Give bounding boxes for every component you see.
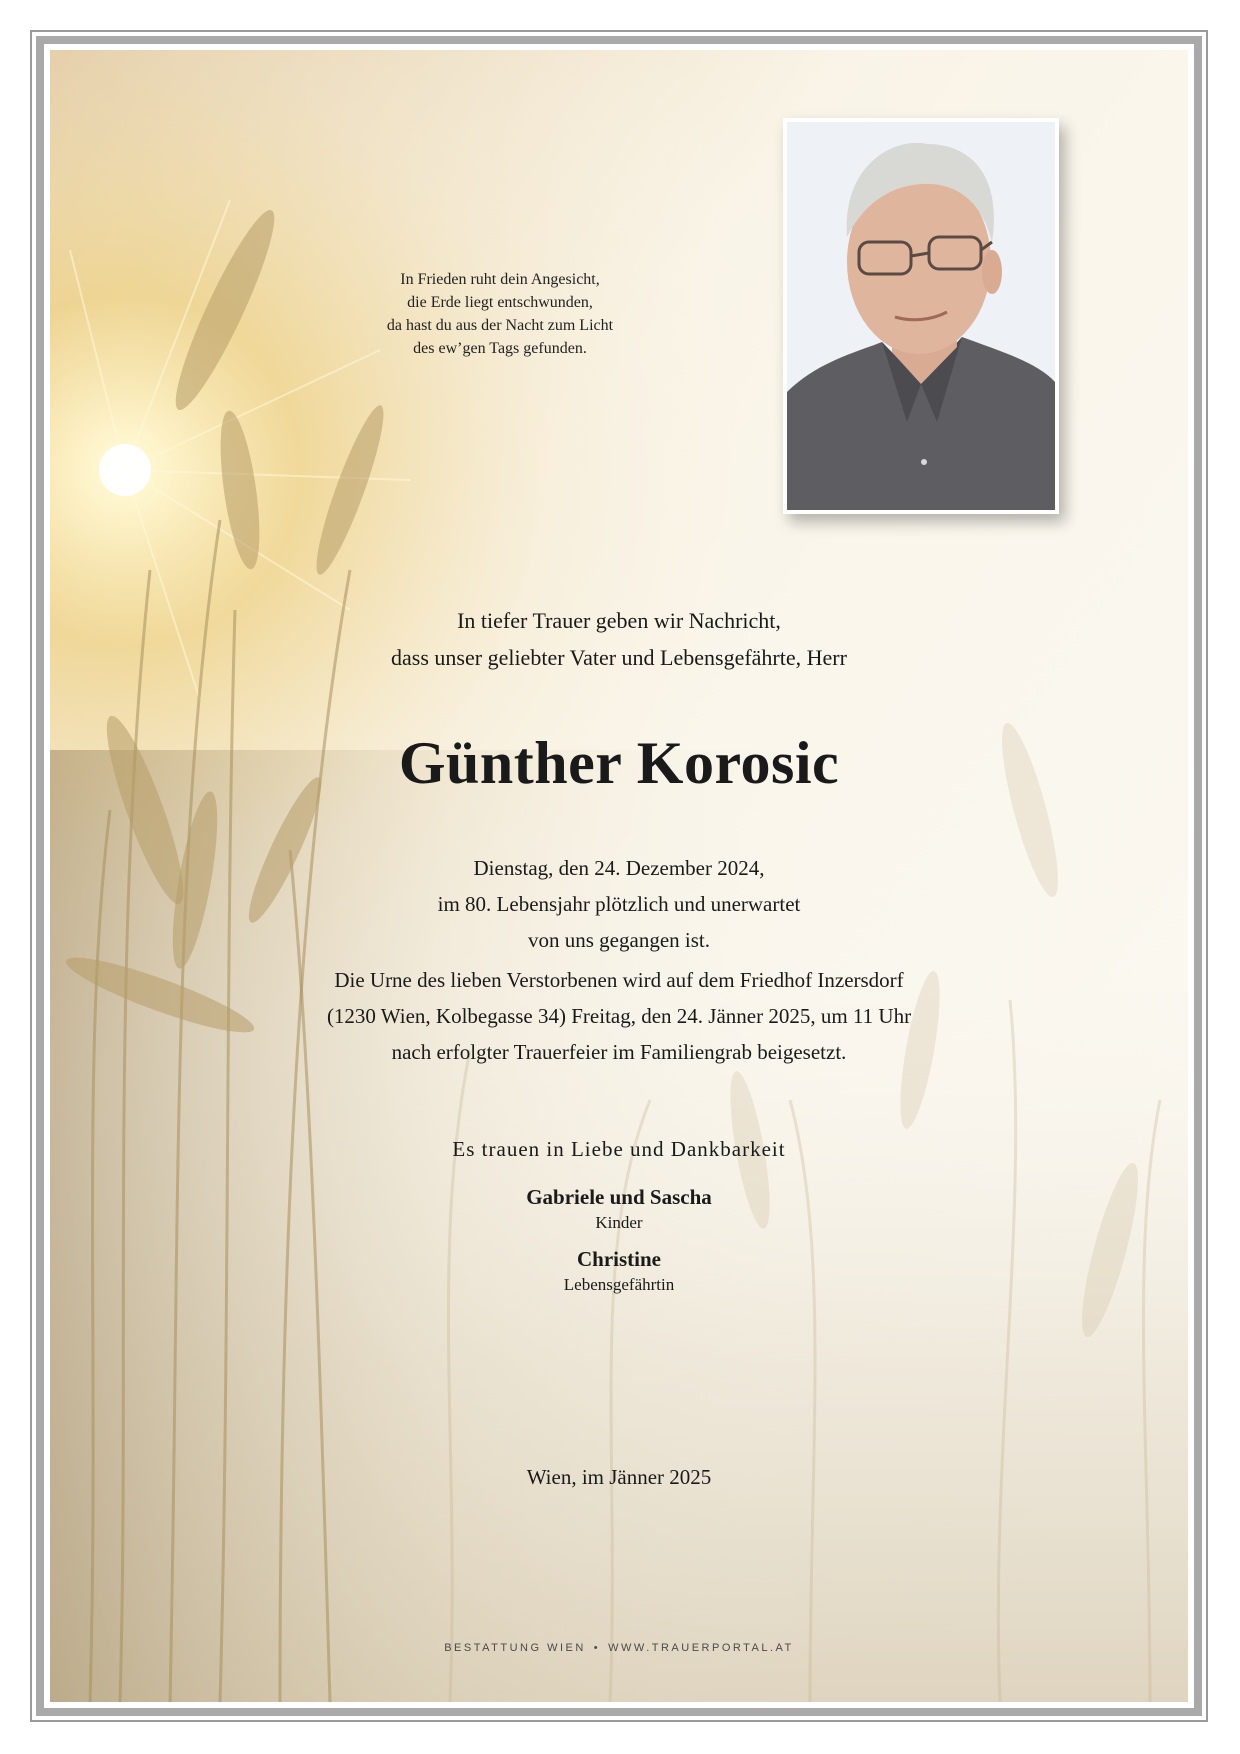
poem-line: des ew’gen Tags gefunden. — [413, 340, 587, 357]
place-and-date: Wien, im Jänner 2025 — [526, 1465, 712, 1489]
mourner-role: Lebensgefährtin — [563, 1275, 675, 1294]
poem-line: In Frieden ruht dein Angesicht, — [400, 271, 600, 288]
portrait-photo — [783, 118, 1059, 514]
mourners-list — [50, 1183, 1188, 1297]
website-link[interactable]: WWW.TRAUERPORTAL.AT — [608, 1642, 794, 1654]
burial-line: (1230 Wien, Kolbegasse 34) Freitag, den 24. Jänner 2025, um 11 Uhr — [326, 1004, 912, 1028]
obituary-card — [50, 50, 1188, 1702]
mourner-entry — [50, 1183, 1188, 1235]
mourner-name: Christine — [577, 1247, 661, 1271]
death-notice — [50, 850, 1188, 958]
deceased-name: Günther Korosic — [398, 730, 840, 796]
portrait-illustration — [787, 122, 1055, 510]
funeral-service-name: BESTATTUNG WIEN — [444, 1642, 586, 1654]
burial-line: nach erfolgter Trauerfeier im Familiengrab beigesetzt. — [391, 1040, 847, 1064]
intro-line: In tiefer Trauer geben wir Nachricht, — [457, 608, 781, 633]
mourner-entry — [50, 1245, 1188, 1297]
burial-line: Die Urne des lieben Verstorbenen wird auf dem Friedhof Inzersdorf — [334, 968, 904, 992]
intro-text — [50, 602, 1188, 676]
intro-line: dass unser geliebter Vater und Lebensgefährte, Herr — [391, 645, 847, 670]
poem-line: die Erde liegt entschwunden, — [407, 294, 593, 311]
memorial-poem — [290, 268, 710, 360]
burial-notice — [50, 962, 1188, 1070]
mourner-name: Gabriele und Sascha — [526, 1185, 712, 1209]
poem-line: da hast du aus der Nacht zum Licht — [386, 317, 614, 334]
death-line: im 80. Lebensjahr plötzlich und unerwartet — [437, 892, 801, 916]
death-line: Dienstag, den 24. Dezember 2024, — [473, 856, 765, 880]
mourners-heading: Es trauen in Liebe und Dankbarkeit — [452, 1137, 786, 1161]
death-line: von uns gegangen ist. — [528, 928, 710, 952]
footer-credit — [50, 1642, 1188, 1654]
footer-separator: • — [593, 1642, 601, 1654]
mourner-role: Kinder — [595, 1213, 643, 1232]
